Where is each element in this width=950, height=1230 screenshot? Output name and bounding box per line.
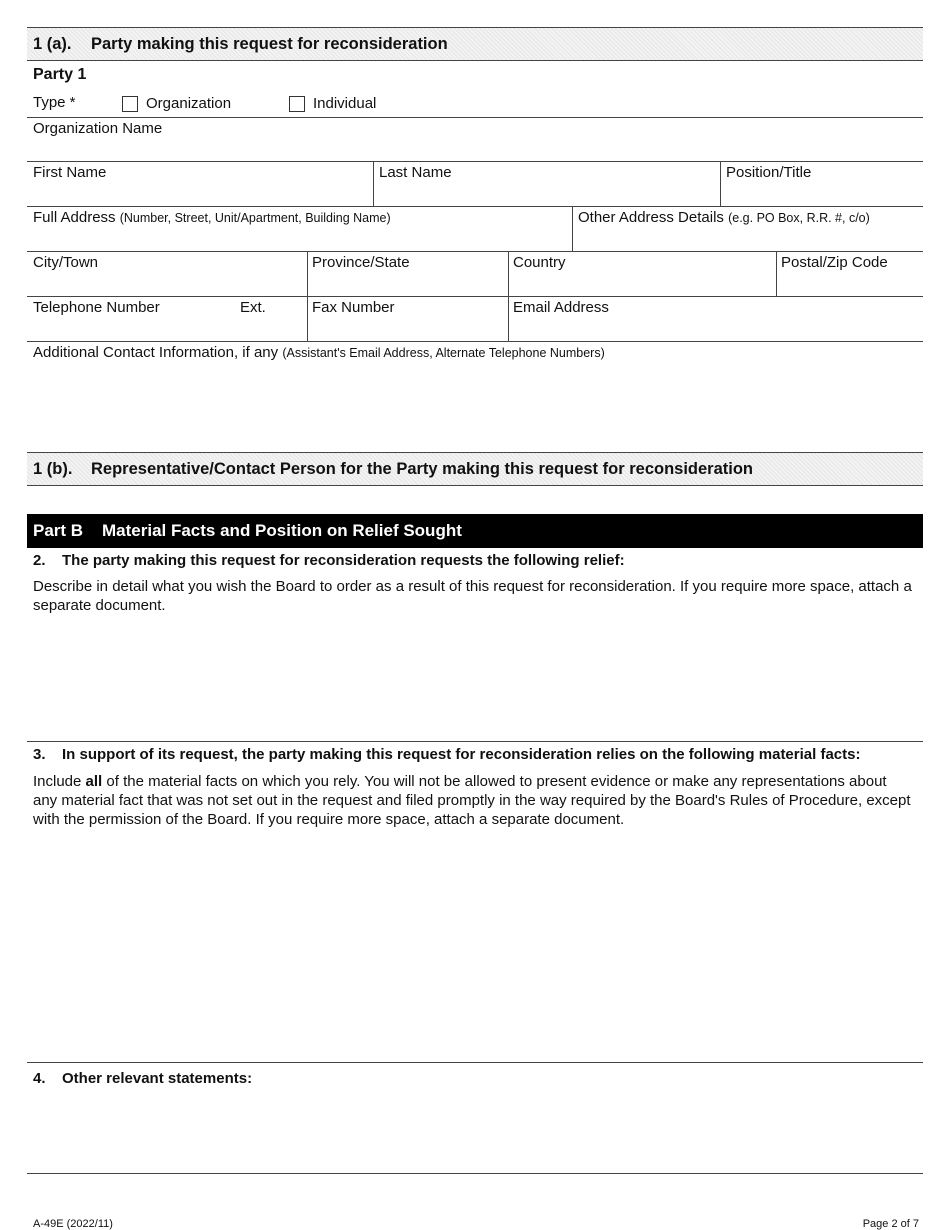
question-2-number: 2. [33,552,46,569]
question-3-number: 3. [33,746,46,763]
additional-contact-text: Additional Contact Information, if any [33,344,279,361]
form-id: A-49E (2022/11) [33,1218,113,1230]
divider [307,251,308,296]
individual-checkbox[interactable] [289,96,305,112]
additional-contact-hint: (Assistant's Email Address, Alternate Telephone Numbers) [282,346,605,360]
question-3-instructions [33,772,913,829]
question-4-title: Other relevant statements: [62,1070,253,1087]
position-title-label: Position/Title [726,164,812,181]
divider [27,741,923,742]
divider [776,251,777,296]
question-4-number: 4. [33,1070,46,1087]
question-2-instructions: Describe in detail what you wish the Board to order as a result of this request for reconsideration. If you require more space, attach a separate document. [33,578,912,614]
question-4-heading [33,1070,252,1087]
city-label: City/Town [33,254,99,271]
part-b-header [27,514,923,548]
other-address-text: Other Address Details [578,209,724,226]
section-1a-number: 1 (a). [33,35,72,53]
last-name-label: Last Name [379,164,452,181]
full-address-text: Full Address [33,209,116,226]
divider [572,206,573,251]
question-2-heading [33,552,625,569]
divider [307,296,308,341]
divider [508,251,509,296]
section-1b-header [27,452,923,486]
part-b-title: Material Facts and Position on Relief Sought [102,521,462,540]
ext-label: Ext. [240,299,266,316]
postal-code-label: Postal/Zip Code [781,254,888,271]
province-label: Province/State [312,254,410,271]
fax-label: Fax Number [312,299,395,316]
section-1a-header [27,27,923,61]
divider [373,161,374,206]
section-1a-title: Party making this request for reconsideration [91,35,448,53]
first-name-label: First Name [33,164,107,181]
divider [720,161,721,206]
section-1b-number: 1 (b). [33,460,73,478]
divider [27,1062,923,1063]
type-label: Type * [33,94,76,111]
relief-sought-field[interactable] [27,620,923,738]
question-3-title: In support of its request, the party making this request for reconsideration relies on the following material facts: [62,746,861,763]
telephone-label: Telephone Number [33,299,160,316]
page-number: Page 2 of 7 [862,1218,919,1230]
section-1b-title: Representative/Contact Person for the Party making this request for reconsideration [91,460,753,478]
party-heading: Party 1 [33,66,87,83]
additional-contact-label [33,344,605,361]
other-address-label [578,209,870,226]
full-address-hint: (Number, Street, Unit/Apartment, Building Name) [119,211,391,225]
full-address-label [33,209,391,226]
individual-option-label: Individual [313,95,377,112]
divider [508,296,509,341]
part-b-label: Part B [33,521,84,540]
question-3-heading [33,746,860,763]
country-label: Country [513,254,566,271]
other-address-hint: (e.g. PO Box, R.R. #, c/o) [728,211,870,225]
other-statements-field[interactable] [27,1092,923,1170]
organization-name-label: Organization Name [33,120,163,137]
question-2-title: The party making this request for reconsideration requests the following relief: [62,552,625,569]
q3-instr-pre: Include [33,773,86,790]
divider [27,1173,923,1174]
email-label: Email Address [513,299,609,316]
organization-checkbox[interactable] [122,96,138,112]
q3-instr-bold: all [85,773,103,790]
q3-instr-post: of the material facts on which you rely. You will not be allowed to present evidence or make any representations about any material fact that was not set out in the request and filed promptly in the way required by the Board's Rules of Procedure, except with the permission of the Board. If you require more space, attach a separate document. [33,773,911,828]
organization-option-label: Organization [146,95,232,112]
material-facts-field[interactable] [27,835,923,1059]
